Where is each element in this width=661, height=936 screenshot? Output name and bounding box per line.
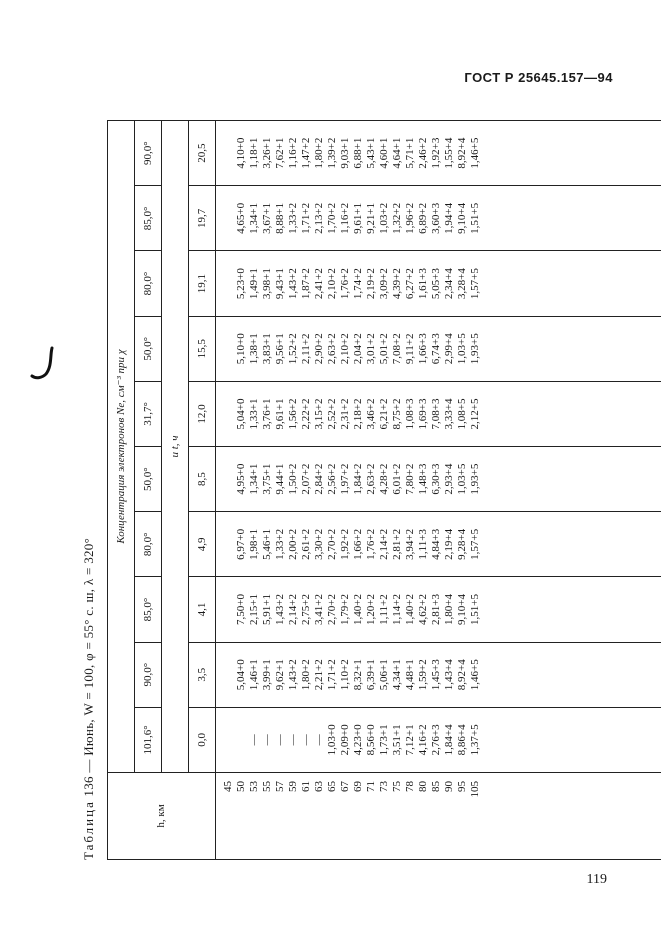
value-cell: 2,00+2 (287, 528, 299, 560)
value-cell: 9,10+4 (456, 202, 468, 234)
value-cell: 1,94+4 (443, 202, 455, 234)
value-column (216, 381, 661, 446)
value-cell: — (300, 734, 312, 746)
value-cell: 1,43+4 (443, 659, 455, 691)
value-cell: 3,98+1 (261, 268, 273, 300)
value-cell: 1,49+1 (248, 268, 260, 300)
value-cell: 1,16+2 (287, 137, 299, 169)
value-cell: 1,96+2 (404, 202, 416, 234)
value-cell: 1,50+2 (287, 463, 299, 495)
chi-header-cell: 80,0° (135, 512, 162, 577)
value-cell: 1,79+2 (339, 594, 351, 626)
value-cell: 4,84+3 (430, 528, 442, 560)
value-cell: 1,92+3 (430, 137, 442, 169)
value-cell: — (274, 734, 286, 746)
value-column (216, 512, 661, 577)
value-cell: 2,10+2 (339, 333, 351, 365)
empty-cell (222, 450, 235, 508)
value-cell: 1,47+2 (300, 137, 312, 169)
value-cell: 5,23+0 (235, 268, 247, 300)
time-header-cell: 19,1 (189, 251, 216, 316)
value-cell: 6,97+0 (235, 528, 247, 560)
value-cell: 1,80+4 (443, 594, 455, 626)
caption-number: 136 (81, 776, 96, 797)
value-cell: 1,59+2 (417, 659, 429, 691)
value-cell: 1,10+2 (339, 659, 351, 691)
value-cell: 1,66+3 (417, 333, 429, 365)
value-cell: 4,48+1 (404, 659, 416, 691)
value-cell: 5,04+0 (235, 659, 247, 691)
value-cell: 1,11+2 (378, 594, 390, 625)
value-cell: 1,37+5 (469, 724, 481, 756)
chi-header-cell: 50,0° (135, 447, 162, 512)
value-cell: 2,11+2 (300, 333, 312, 365)
value-cell: 1,51+5 (469, 594, 481, 626)
value-cell: 1,84+4 (443, 724, 455, 756)
value-cell: 2,63+2 (365, 463, 377, 495)
value-cell: 6,30+3 (430, 463, 442, 495)
value-cell: 4,60+1 (378, 137, 390, 169)
time-header-cell: 8,5 (189, 447, 216, 512)
value-cell: 2,61+2 (300, 528, 312, 560)
height-value: 67 (339, 781, 351, 792)
value-cell: 5,91+1 (261, 594, 273, 626)
value-cell: 1,33+2 (287, 202, 299, 234)
value-cell: 9,21+1 (365, 202, 377, 234)
empty-cell (222, 646, 235, 704)
empty-cell (222, 711, 235, 769)
value-cell: 1,08+3 (404, 398, 416, 430)
height-header: h, км (108, 773, 216, 860)
value-cell: 5,06+1 (378, 659, 390, 691)
value-cell: 4,34+1 (391, 659, 403, 691)
height-value: 50 (235, 781, 247, 792)
value-cell: 2,09+0 (339, 724, 351, 756)
value-cell: 3,41+2 (313, 594, 325, 626)
chi-header-cell: 85,0° (135, 186, 162, 251)
value-cell: 1,03+0 (326, 724, 338, 756)
value-cell: 1,84+2 (352, 463, 364, 495)
value-cell: 4,39+2 (391, 268, 403, 300)
value-cell: 2,90+2 (313, 333, 325, 365)
value-column (216, 121, 661, 186)
value-cell: 8,56+0 (365, 724, 377, 756)
value-cell: 9,03+1 (339, 137, 351, 169)
empty-cell (222, 189, 235, 247)
electron-density-table (107, 120, 661, 860)
value-cell: 6,21+2 (378, 398, 390, 430)
height-value: 105 (469, 781, 481, 798)
value-cell: 1,46+1 (248, 659, 260, 691)
value-cell: 1,18+1 (248, 137, 260, 169)
value-cell: 2,75+2 (300, 594, 312, 626)
value-column (216, 642, 661, 707)
value-cell: 7,62+1 (274, 137, 286, 169)
value-cell: 1,55+4 (443, 137, 455, 169)
time-header-cell: 12,0 (189, 381, 216, 446)
value-cell: 2,12+5 (469, 398, 481, 430)
value-cell: 3,30+2 (313, 528, 325, 560)
chi-header-cell: 101,6° (135, 707, 162, 772)
value-cell: 1,38+1 (248, 333, 260, 365)
value-cell: 7,50+0 (235, 594, 247, 626)
value-cell: 1,80+2 (300, 659, 312, 691)
chi-header-cell: 80,0° (135, 251, 162, 316)
value-cell: 2,81+3 (430, 594, 442, 626)
value-cell: — (248, 734, 260, 746)
time-header: и t, ч (162, 121, 189, 773)
empty-cell (235, 711, 248, 769)
value-cell: 3,51+1 (391, 724, 403, 756)
value-cell: 1,43+2 (274, 594, 286, 626)
value-cell: 7,08+3 (430, 398, 442, 430)
value-cell: — (261, 734, 273, 746)
value-cell: 5,04+0 (235, 398, 247, 430)
value-cell: 6,74+3 (430, 333, 442, 365)
empty-cell (222, 124, 235, 182)
height-value: 45 (222, 781, 234, 792)
caption-rest: — Июнь, W = 100, φ = 55° с. ш, λ = 320° (81, 537, 96, 773)
value-cell: 6,01+2 (391, 463, 403, 495)
chi-header-cell: 90,0° (135, 642, 162, 707)
value-cell: 8,92+4 (456, 659, 468, 691)
value-cell: 2,52+2 (326, 398, 338, 430)
value-cell: 3,94+2 (404, 528, 416, 560)
value-cell: 9,44+1 (274, 463, 286, 495)
value-cell: 1,51+5 (469, 202, 481, 234)
value-cell: 9,62+1 (274, 659, 286, 691)
value-cell: 1,48+3 (417, 463, 429, 495)
value-cell: 1,03+2 (378, 202, 390, 234)
value-cell: 1,45+3 (430, 659, 442, 691)
value-cell: 9,10+4 (456, 594, 468, 626)
value-cell: 2,34+4 (443, 268, 455, 300)
pen-mark-icon (30, 346, 60, 382)
height-value: 63 (313, 781, 325, 792)
height-value: 80 (417, 781, 429, 792)
value-cell: 4,28+2 (378, 463, 390, 495)
height-value: 69 (352, 781, 364, 792)
value-cell: 3,67+1 (261, 202, 273, 234)
value-cell: 9,56+1 (274, 333, 286, 365)
value-cell: 1,20+2 (365, 594, 377, 626)
value-cell: 2,31+2 (339, 398, 351, 430)
value-cell: 1,40+2 (352, 594, 364, 626)
value-cell: 3,28+4 (456, 268, 468, 300)
value-cell: — (313, 734, 325, 746)
value-cell: 5,05+3 (430, 268, 442, 300)
value-cell: 3,26+1 (261, 137, 273, 169)
value-cell: 1,71+2 (300, 202, 312, 234)
value-cell: 1,93+5 (469, 463, 481, 495)
height-value: 78 (404, 781, 416, 792)
value-cell: 6,39+1 (365, 659, 377, 691)
value-cell: 4,64+1 (391, 137, 403, 169)
value-cell: 2,07+2 (300, 463, 312, 495)
value-column (216, 447, 661, 512)
value-cell: 2,70+2 (326, 594, 338, 626)
height-value: 95 (456, 781, 468, 792)
value-cell: 1,52+2 (287, 333, 299, 365)
value-cell: 1,43+2 (287, 268, 299, 300)
value-cell: 1,33+1 (248, 398, 260, 430)
height-value: 71 (365, 781, 377, 792)
value-cell: 3,75+1 (261, 463, 273, 495)
height-column (216, 773, 661, 860)
value-cell: 1,93+5 (469, 333, 481, 365)
value-cell: 2,19+4 (443, 528, 455, 560)
value-cell: 1,40+2 (404, 594, 416, 626)
time-header-row (189, 121, 216, 860)
chi-header-row (135, 121, 162, 860)
value-cell: 6,88+1 (352, 137, 364, 169)
value-cell: 1,87+2 (300, 268, 312, 300)
value-column (216, 577, 661, 642)
value-cell: 1,57+5 (469, 528, 481, 560)
height-value: 55 (261, 781, 273, 792)
value-cell: 2,41+2 (313, 268, 325, 300)
value-cell: 5,01+2 (378, 333, 390, 365)
value-cell: 2,18+2 (352, 398, 364, 430)
value-cell: 2,15+1 (248, 594, 260, 626)
table-caption (75, 120, 103, 860)
empty-cell (222, 580, 235, 638)
value-cell: 2,14+2 (287, 594, 299, 626)
value-cell: 2,63+2 (326, 333, 338, 365)
value-cell: 5,46+1 (261, 528, 273, 560)
value-cell: 3,33+4 (443, 398, 455, 430)
chi-header-cell: 50,0° (135, 316, 162, 381)
time-header-cell: 15,5 (189, 316, 216, 381)
value-cell: 2,46+2 (417, 137, 429, 169)
value-cell: 2,04+2 (352, 333, 364, 365)
value-cell: 1,98+1 (248, 528, 260, 560)
value-cell: 1,61+3 (417, 268, 429, 300)
value-cell: 7,80+2 (404, 463, 416, 495)
value-cell: 6,89+2 (417, 202, 429, 234)
value-cell: 7,12+1 (404, 724, 416, 756)
value-cell: 1,03+5 (456, 333, 468, 365)
value-cell: 3,60+3 (430, 202, 442, 234)
value-cell: 1,76+2 (365, 528, 377, 560)
time-header-cell: 19,7 (189, 186, 216, 251)
value-column (216, 316, 661, 381)
value-cell: 9,28+4 (456, 528, 468, 560)
height-value: 61 (300, 781, 312, 792)
value-cell: 3,46+2 (365, 398, 377, 430)
height-value: 90 (443, 781, 455, 792)
value-cell: 8,75+2 (391, 398, 403, 430)
empty-cell (222, 320, 235, 378)
time-header-cell: 3,5 (189, 642, 216, 707)
value-cell: 9,61+1 (274, 398, 286, 430)
time-header-cell: 0,0 (189, 707, 216, 772)
value-cell: 4,10+0 (235, 137, 247, 169)
value-cell: 3,99+1 (261, 659, 273, 691)
value-cell: 3,09+2 (378, 268, 390, 300)
value-cell: 2,70+2 (326, 528, 338, 560)
value-cell: 2,21+2 (313, 659, 325, 691)
value-cell: 2,19+2 (365, 268, 377, 300)
rotated-table-block (75, 120, 625, 860)
value-cell: 1,39+2 (326, 137, 338, 169)
caption-lead: Таблица (81, 800, 96, 860)
empty-cell (222, 385, 235, 443)
concentration-header: Концентрация электронов Ne, см⁻³ при χ (108, 121, 135, 773)
value-cell: 9,61+1 (352, 202, 364, 234)
value-cell: 5,71+1 (404, 137, 416, 169)
height-value: 73 (378, 781, 390, 792)
value-cell: 3,76+1 (261, 398, 273, 430)
value-cell: 2,84+2 (313, 463, 325, 495)
value-cell: 8,86+4 (456, 724, 468, 756)
value-column (216, 251, 661, 316)
height-value: 85 (430, 781, 442, 792)
value-cell: 1,76+2 (339, 268, 351, 300)
empty-cell (222, 255, 235, 313)
value-column (216, 707, 661, 772)
value-cell: 2,93+4 (443, 463, 455, 495)
value-cell: 2,99+4 (443, 333, 455, 365)
time-header-cell: 4,1 (189, 577, 216, 642)
value-cell: 1,73+1 (378, 724, 390, 756)
value-cell: 8,92+4 (456, 137, 468, 169)
value-cell: — (287, 734, 299, 746)
value-cell: 1,74+2 (352, 268, 364, 300)
height-value: 75 (391, 781, 403, 792)
value-cell: 7,08+2 (391, 333, 403, 365)
chi-header-cell: 85,0° (135, 577, 162, 642)
value-cell: 4,95+0 (235, 463, 247, 495)
value-cell: 1,03+5 (456, 463, 468, 495)
value-cell: 5,10+0 (235, 333, 247, 365)
value-cell: 1,66+2 (352, 528, 364, 560)
value-cell: 2,14+2 (378, 528, 390, 560)
empty-cell (222, 515, 235, 573)
value-cell: 5,43+1 (365, 137, 377, 169)
value-cell: 3,01+2 (365, 333, 377, 365)
value-cell: 4,65+0 (235, 202, 247, 234)
value-column (216, 186, 661, 251)
height-value: 57 (274, 781, 286, 792)
value-cell: 1,16+2 (339, 202, 351, 234)
table-row (216, 121, 661, 860)
value-cell: 1,46+5 (469, 137, 481, 169)
value-cell: 1,71+2 (326, 659, 338, 691)
value-cell: 1,08+5 (456, 398, 468, 430)
value-cell: 1,43+2 (287, 659, 299, 691)
value-cell: 2,76+3 (430, 724, 442, 756)
value-cell: 9,43+1 (274, 268, 286, 300)
value-cell: 1,32+2 (391, 202, 403, 234)
value-cell: 1,11+3 (417, 529, 429, 560)
value-cell: 2,10+2 (326, 268, 338, 300)
value-cell: 1,56+2 (287, 398, 299, 430)
value-cell: 1,69+3 (417, 398, 429, 430)
value-cell: 3,83+1 (261, 333, 273, 365)
value-cell: 2,81+2 (391, 528, 403, 560)
value-cell: 9,11+2 (404, 333, 416, 365)
value-cell: 2,56+2 (326, 463, 338, 495)
value-cell: 8,32+1 (352, 659, 364, 691)
value-cell: 8,88+1 (274, 202, 286, 234)
value-cell: 1,33+2 (274, 528, 286, 560)
value-cell: 1,46+5 (469, 659, 481, 691)
value-cell: 4,62+2 (417, 594, 429, 626)
time-header-cell: 4,9 (189, 512, 216, 577)
value-cell: 1,34+1 (248, 202, 260, 234)
time-header-cell: 20,5 (189, 121, 216, 186)
value-cell: 4,16+2 (417, 724, 429, 756)
chi-header-cell: 90,0° (135, 121, 162, 186)
page-number: 119 (586, 872, 607, 887)
value-cell: 1,57+5 (469, 268, 481, 300)
value-cell: 1,97+2 (339, 463, 351, 495)
value-cell: 1,14+2 (391, 594, 403, 626)
chi-header-cell: 31,7° (135, 381, 162, 446)
value-cell: 1,34+1 (248, 463, 260, 495)
value-cell: 2,22+2 (300, 398, 312, 430)
value-cell: 1,80+2 (313, 137, 325, 169)
height-value: 59 (287, 781, 299, 792)
value-cell: 2,13+2 (313, 202, 325, 234)
value-cell: 1,92+2 (339, 528, 351, 560)
height-value: 65 (326, 781, 338, 792)
value-cell: 1,70+2 (326, 202, 338, 234)
value-cell: 3,15+2 (313, 398, 325, 430)
value-cell: 4,23+0 (352, 724, 364, 756)
height-value: 53 (248, 781, 260, 792)
value-cell: 6,27+2 (404, 268, 416, 300)
document-header: ГОСТ Р 25645.157—94 (464, 70, 613, 85)
